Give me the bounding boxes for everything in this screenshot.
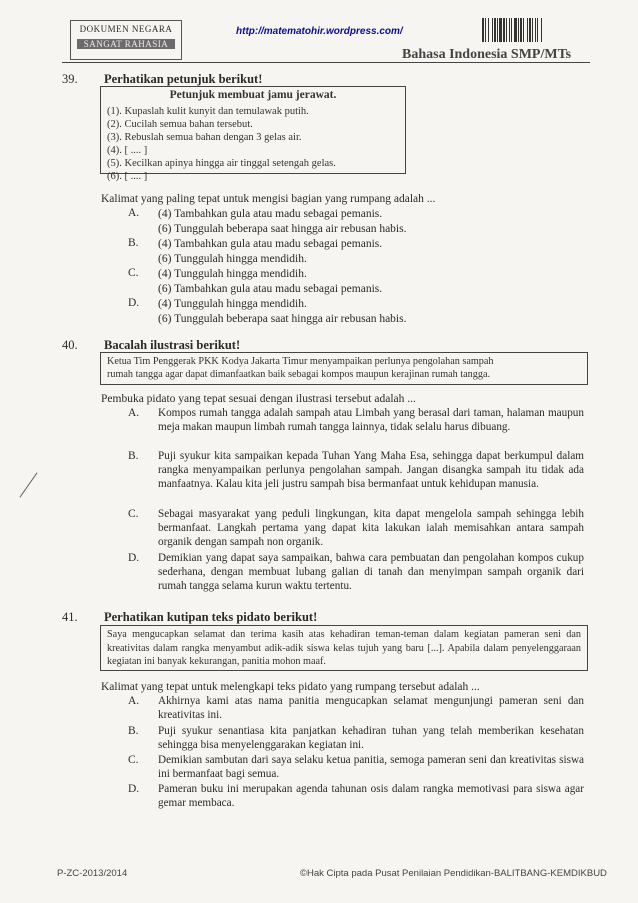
q41-option-a-letter[interactable]: A. xyxy=(128,695,140,707)
doc-stamp-line1: DOKUMEN NEGARA xyxy=(79,24,173,34)
q39-option-a-letter[interactable]: A. xyxy=(128,207,140,219)
pen-mark xyxy=(19,472,37,497)
q41-title: Perhatikan kutipan teks pidato berikut! xyxy=(104,610,318,624)
q39-number: 39. xyxy=(62,72,78,86)
q41-option-c-letter[interactable]: C. xyxy=(128,754,139,766)
q39-step: (1). Kupaslah kulit kunyit dan temulawak putih. xyxy=(107,106,309,117)
q40-option-d-letter[interactable]: D. xyxy=(128,552,140,564)
q39-option-a-line2[interactable]: (6) Tunggulah beberapa saat hingga air rebusan habis. xyxy=(158,223,407,235)
q39-option-d-line2[interactable]: (6) Tunggulah beberapa saat hingga air rebusan habis. xyxy=(158,313,407,325)
q41-option-b-letter[interactable]: B. xyxy=(128,725,139,737)
q40-option-b-letter[interactable]: B. xyxy=(128,450,139,462)
q39-step: (2). Cucilah semua bahan tersebut. xyxy=(107,119,253,130)
barcode xyxy=(482,18,586,42)
q40-option-d-text[interactable]: Demikian yang dapat saya sampaikan, bahwa cara pembuatan dan pengolahan kompos cukup sederhana, dengan membuat lubang galian di tanah dan menyimpan sampah organik dari rumah tangga selama kurun waktu tertentu. xyxy=(158,552,584,592)
q40-option-c-text[interactable]: Sebagai masyarakat yang peduli lingkungan, kita dapat mengelola sampah sehingga lebih bermanfaat. Langkah pertama yang dapat kita lakukan ialah memisahkan antara sampah organik dengan sampah non organik. xyxy=(158,508,584,548)
header-divider xyxy=(62,62,590,63)
q39-instruction-box xyxy=(100,86,406,182)
q39-option-d-letter[interactable]: D. xyxy=(128,297,140,309)
q39-option-c-line1[interactable]: (4) Tunggulah hingga mendidih. xyxy=(158,268,307,280)
q41-option-a-text[interactable]: Akhirnya kami atas nama panitia mengucapkan selamat mengunjungi pameran seni dan kreativitas ini. xyxy=(158,695,584,721)
q41-option-d-letter[interactable]: D. xyxy=(128,783,140,795)
source-url-link[interactable]: http://matematohir.wordpress.com/ xyxy=(236,26,403,37)
q40-box-line1: Ketua Tim Penggerak PKK Kodya Jakarta Timur menyampaikan perlunya pengolahan sampah xyxy=(107,356,494,367)
q40-illustration-box xyxy=(100,352,588,385)
q39-step: (5). Kecilkan apinya hingga air tinggal setengah gelas. xyxy=(107,158,336,169)
exam-code: P-ZC-2013/2014 xyxy=(57,868,128,879)
q40-option-a-text[interactable]: Kompos rumah tangga adalah sampah atau Limbah yang berasal dari taman, halaman maupun meja makan maupun limbah rumah tangga lainnya, tidak selalu harus dibuang. xyxy=(158,407,584,433)
document-classification-stamp xyxy=(70,20,182,60)
q39-option-d-line1[interactable]: (4) Tunggulah hingga mendidih. xyxy=(158,298,307,310)
q39-prompt: Kalimat yang paling tepat untuk mengisi bagian yang rumpang adalah ... xyxy=(101,193,436,205)
q40-option-c-letter[interactable]: C. xyxy=(128,508,139,520)
q40-option-a-letter[interactable]: A. xyxy=(128,407,140,419)
q40-number: 40. xyxy=(62,338,78,352)
q39-option-a-line1[interactable]: (4) Tambahkan gula atau madu sebagai pemanis. xyxy=(158,208,383,220)
q40-option-b-text[interactable]: Puji syukur kita sampaikan kepada Tuhan Yang Maha Esa, sehingga dapat berkumpul dalam rangka menyampaikan perlunya pengolahan sampah. Jangan disangka sampah itu tidak ada manfaatnya. Kalau kita jeli justru sampah bisa bermanfaat untuk kehidupan manusia. xyxy=(158,450,584,490)
q41-prompt: Kalimat yang tepat untuk melengkapi teks pidato yang rumpang tersebut adalah ... xyxy=(101,681,480,693)
q39-step: (3). Rebuslah semua bahan dengan 3 gelas air. xyxy=(107,132,302,143)
copyright-notice: ©Hak Cipta pada Pusat Penilaian Pendidikan-BALITBANG-KEMDIKBUD xyxy=(300,868,607,879)
q41-option-c-text[interactable]: Demikian sambutan dari saya selaku ketua panitia, semoga pameran seni dan kreativitas siswa ini bermanfaat bagi semua. xyxy=(158,754,584,780)
q39-option-c-line2[interactable]: (6) Tambahkan gula atau madu sebagai pemanis. xyxy=(158,283,383,295)
q41-option-d-text[interactable]: Pameran buku ini merupakan agenda tahunan osis dalam rangka memotivasi para siswa agar gemar membaca. xyxy=(158,783,584,809)
q41-option-b-text[interactable]: Puji syukur senantiasa kita panjatkan kehadiran tuhan yang telah memberikan kesehatan sehingga bisa menyelenggarakan kegiatan ini. xyxy=(158,725,584,751)
q39-option-b-letter[interactable]: B. xyxy=(128,237,139,249)
doc-stamp-line2: SANGAT RAHASIA xyxy=(77,39,175,49)
q41-number: 41. xyxy=(62,610,78,624)
q40-prompt: Pembuka pidato yang tepat sesuai dengan ilustrasi tersebut adalah ... xyxy=(101,393,416,405)
q39-title: Perhatikan petunjuk berikut! xyxy=(104,72,263,86)
q39-box-title: Petunjuk membuat jamu jerawat. xyxy=(169,89,337,101)
subject-title: Bahasa Indonesia SMP/MTs xyxy=(402,47,572,62)
q40-title: Bacalah ilustrasi berikut! xyxy=(104,338,241,352)
q39-step: (4). [ .... ] xyxy=(107,145,148,156)
q39-option-b-line2[interactable]: (6) Tunggulah hingga mendidih. xyxy=(158,253,307,265)
q39-step: (6). [ .... ] xyxy=(107,171,148,182)
q41-quote-box: Saya mengucapkan selamat dan terima kasih atas kehadiran teman-teman dalam kegiatan pameran seni dan kreativitas dalam rangka menyambut adik-adik siswa kelas tujuh yang baru [...]. Apabila dalam penyelenggaraan kegiatan ini banyak kekurangan, panitia mohon maaf. xyxy=(100,625,588,671)
q39-option-b-line1[interactable]: (4) Tambahkan gula atau madu sebagai pemanis. xyxy=(158,238,383,250)
q40-box-line2: rumah tangga agar dapat dimanfaatkan baik sebagai kompos maupun kerajinan rumah tangga. xyxy=(107,369,491,380)
q39-option-c-letter[interactable]: C. xyxy=(128,267,139,279)
barcode-bar xyxy=(542,18,544,42)
